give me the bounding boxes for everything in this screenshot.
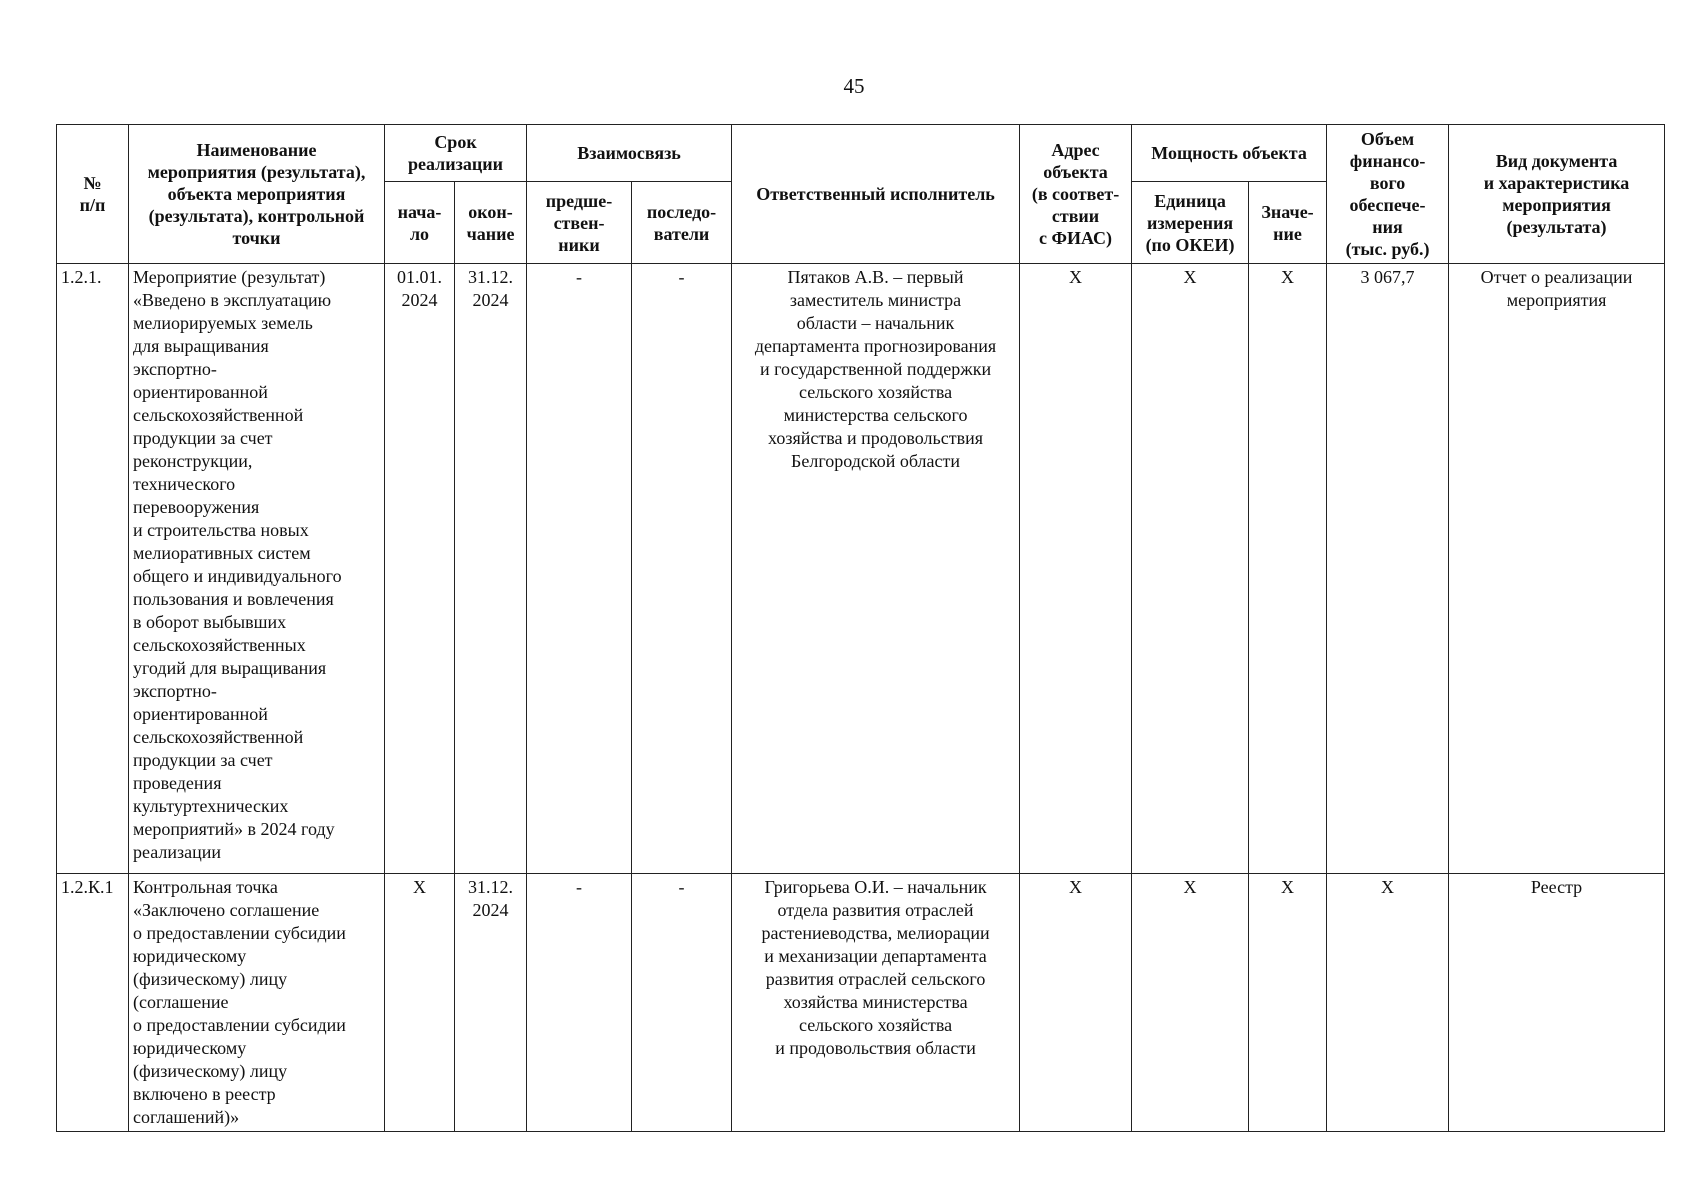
page-number: 45: [843, 74, 865, 98]
header-name: Наименование мероприятия (результата), объекта мероприятия (результата), контрольной точки: [129, 125, 385, 264]
header-doc-type: Вид документа и характеристика мероприятия (результата): [1449, 125, 1665, 264]
row-finance: X: [1327, 874, 1449, 1132]
row-doc-type: Реестр: [1449, 874, 1665, 1132]
header-capacity: Мощность объекта: [1132, 125, 1327, 182]
row-num: 1.2.К.1: [57, 874, 129, 1132]
header-predecessors: предше- ствен- ники: [527, 182, 632, 264]
header-unit: Единица измерения (по ОКЕИ): [1132, 182, 1249, 264]
header-num: № п/п: [57, 125, 129, 264]
row-predecessors: -: [527, 264, 632, 874]
row-value: X: [1249, 264, 1327, 874]
header-successors: последо- ватели: [632, 182, 732, 264]
row-address: X: [1020, 874, 1132, 1132]
activities-table: [56, 124, 1665, 1132]
row-end: 31.12. 2024: [455, 264, 527, 874]
row-value: X: [1249, 874, 1327, 1132]
row-executor: Григорьева О.И. – начальник отдела развития отраслей растениеводства, мелиорации и механизации департамента развития отраслей сельского хозяйства министерства сельского хозяйства и продовольствия области: [732, 874, 1020, 1132]
row-start: 01.01. 2024: [385, 264, 455, 874]
row-unit: X: [1132, 874, 1249, 1132]
row-successors: -: [632, 264, 732, 874]
row-end: 31.12. 2024: [455, 874, 527, 1132]
row-doc-type: Отчет о реализации мероприятия: [1449, 264, 1665, 874]
row-predecessors: -: [527, 874, 632, 1132]
row-unit: X: [1132, 264, 1249, 874]
row-name: Контрольная точка «Заключено соглашение о предоставлении субсидии юридическому (физическому) лицу (соглашение о предоставлении субсидии юридическому (физическому) лицу включено в реестр соглашений)»: [129, 874, 385, 1132]
row-executor: Пятаков А.В. – первый заместитель министра области – начальник департамента прогнозирования и государственной поддержки сельского хозяйства министерства сельского хозяйства и продовольствия Белгородской области: [732, 264, 1020, 874]
row-start: X: [385, 874, 455, 1132]
header-executor: Ответственный исполнитель: [732, 125, 1020, 264]
row-name: Мероприятие (результат) «Введено в эксплуатацию мелиорируемых земель для выращивания экспортно- ориентированной сельскохозяйственной продукции за счет реконструкции, технического перевооружения и строительства новых мелиоративных систем общего и индивидуального пользования и вовлечения в оборот выбывших сельскохозяйственных угодий для выращивания экспортно- ориентированной сельскохозяйственной продукции за счет проведения культуртехнических мероприятий» в 2024 году реализации: [129, 264, 385, 874]
row-successors: -: [632, 874, 732, 1132]
header-value: Значе- ние: [1249, 182, 1327, 264]
header-term: Срок реализации: [385, 125, 527, 182]
header-address: Адрес объекта (в соответ- ствии с ФИАС): [1020, 125, 1132, 264]
header-term-end: окон- чание: [455, 182, 527, 264]
header-row-top: [57, 125, 1665, 182]
header-relation: Взаимосвязь: [527, 125, 732, 182]
row-num: 1.2.1.: [57, 264, 129, 874]
row-finance: 3 067,7: [1327, 264, 1449, 874]
header-finance: Объем финансо- вого обеспече- ния (тыс. руб.): [1327, 125, 1449, 264]
row-address: X: [1020, 264, 1132, 874]
table-row: [57, 264, 1665, 874]
table-row: [57, 874, 1665, 1132]
header-term-start: нача- ло: [385, 182, 455, 264]
